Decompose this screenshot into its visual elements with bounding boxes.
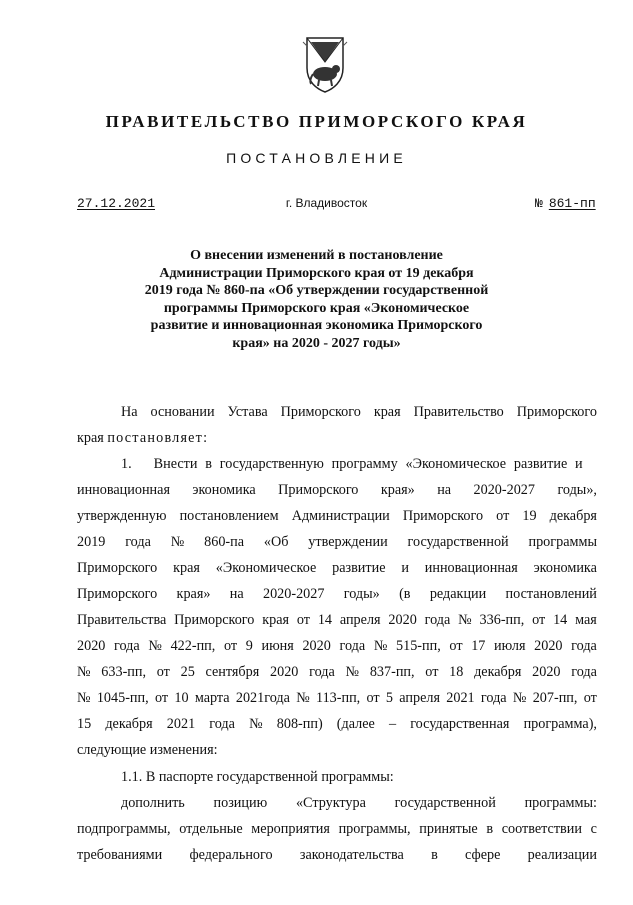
- word: и: [401, 560, 409, 576]
- word: апреля: [399, 690, 440, 706]
- word: №: [77, 664, 91, 680]
- word: «Об: [263, 534, 289, 550]
- body-line: [77, 533, 597, 551]
- word: в: [431, 847, 438, 863]
- word: федерального: [189, 847, 273, 863]
- word: –: [388, 716, 397, 732]
- word: года: [339, 638, 366, 654]
- word: отдельные: [179, 821, 243, 837]
- intro-line: [77, 429, 208, 447]
- word: экономика: [192, 482, 256, 498]
- word: 5: [385, 690, 393, 706]
- body-line: следующие изменения:: [77, 742, 218, 758]
- word: постановлений: [505, 586, 597, 602]
- word: годы»: [343, 586, 380, 602]
- word: в: [486, 821, 494, 837]
- body-line: [121, 794, 597, 812]
- word: Правительство: [413, 404, 504, 420]
- word: государственная: [410, 716, 510, 732]
- word: от: [449, 638, 463, 654]
- word: года: [571, 638, 597, 654]
- word: 336-пп,: [479, 612, 525, 628]
- word: Приморского: [77, 560, 158, 576]
- document-city: г. Владивосток: [285, 196, 368, 210]
- word: от: [496, 508, 510, 524]
- word: №: [458, 612, 472, 628]
- word: года: [480, 690, 507, 706]
- word: реализации: [527, 847, 597, 863]
- body-line: [77, 715, 597, 733]
- word: №: [373, 638, 388, 654]
- word: программа),: [523, 716, 597, 732]
- body-line: [77, 820, 597, 838]
- word: инновационная: [77, 482, 170, 498]
- word: (далее: [336, 716, 375, 732]
- word: сфере: [465, 847, 501, 863]
- word: постановлением: [179, 508, 279, 524]
- body-line: [77, 663, 597, 681]
- word: государственной: [407, 534, 509, 550]
- word: года: [209, 716, 235, 732]
- word: законодательства: [299, 847, 404, 863]
- word: края»: [176, 586, 211, 602]
- word: «Структура: [295, 795, 366, 811]
- item-1-first-line: [121, 455, 583, 473]
- intro-line: [121, 403, 597, 421]
- word: соответствии: [501, 821, 582, 837]
- subject-line: Администрации Приморского края от 19 декабря: [159, 265, 474, 281]
- word: редакции: [429, 586, 487, 602]
- word: требованиями: [77, 847, 163, 863]
- word: 2020: [270, 664, 299, 680]
- government-title: ПРАВИТЕЛЬСТВО ПРИМОРСКОГО КРАЯ: [105, 112, 528, 131]
- word: от: [366, 690, 380, 706]
- word: 2021: [446, 690, 475, 706]
- body-line: [77, 611, 597, 629]
- body-line: [77, 585, 597, 603]
- word: Приморского: [278, 482, 359, 498]
- word: 18: [449, 664, 464, 680]
- resolves-word: постановляет:: [107, 430, 209, 446]
- word: (в: [399, 586, 411, 602]
- word: года: [309, 664, 335, 680]
- word: №: [512, 690, 527, 706]
- word: 2020: [77, 638, 106, 654]
- item-1-number: 1.: [121, 456, 132, 472]
- word: 2019: [77, 534, 106, 550]
- word: годы»,: [557, 482, 597, 498]
- document-subject: [0, 247, 633, 353]
- word: марта: [194, 690, 230, 706]
- word: 2020: [534, 638, 563, 654]
- word: Правительства: [77, 612, 167, 628]
- subject-line: развитие и инновационная экономика Приморского: [150, 318, 483, 334]
- word: «Экономическое: [215, 560, 317, 576]
- word: 515-пп,: [396, 638, 441, 654]
- word: инновационная: [424, 560, 518, 576]
- document-date: 27.12.2021: [77, 196, 156, 211]
- word: №: [296, 690, 310, 706]
- word: позицию: [213, 795, 268, 811]
- word: 15: [77, 716, 92, 732]
- word: 113-пп,: [316, 690, 361, 706]
- word: 2020-2027: [262, 586, 325, 602]
- body-line: [77, 481, 597, 499]
- coat-of-arms-emblem: [297, 36, 353, 94]
- word: на: [437, 482, 452, 498]
- word: Приморского: [280, 404, 361, 420]
- word: 2021: [166, 716, 196, 732]
- word: мая: [575, 612, 597, 628]
- word: декабря: [474, 664, 522, 680]
- item-1-text: Внести в государственную программу «Экономическое развитие и: [153, 456, 583, 472]
- word: края: [262, 612, 290, 628]
- number-value: 861-пп: [548, 196, 596, 211]
- body-line: [77, 507, 597, 525]
- word: №: [345, 664, 360, 680]
- word: от: [583, 690, 597, 706]
- word: На: [121, 404, 138, 420]
- word: края»: [380, 482, 415, 498]
- word: Приморского: [402, 508, 484, 524]
- word: года: [125, 534, 151, 550]
- body-line: [77, 689, 597, 707]
- word: от: [156, 664, 170, 680]
- word: 2020: [388, 612, 417, 628]
- word: декабря: [105, 716, 153, 732]
- word: программы:: [524, 795, 597, 811]
- word: Приморского: [77, 586, 158, 602]
- document-number: [535, 196, 596, 211]
- word: от: [532, 612, 546, 628]
- word: Приморского: [174, 612, 255, 628]
- word: 25: [180, 664, 195, 680]
- word: государственной: [394, 795, 496, 811]
- word: 19: [522, 508, 537, 524]
- word: края: [173, 560, 200, 576]
- word: программы,: [338, 821, 411, 837]
- word: 207-пп,: [532, 690, 578, 706]
- subject-line: 2019 года № 860-па «Об утверждении государственной: [144, 283, 489, 299]
- subject-line: программы Приморского края «Экономическое: [163, 300, 470, 316]
- word: основании: [150, 404, 215, 420]
- document-type: ПОСТАНОВЛЕНИЕ: [226, 150, 407, 166]
- word: 422-пп,: [170, 638, 216, 654]
- word: 14: [553, 612, 568, 628]
- word: №: [249, 716, 263, 732]
- word: 2020: [532, 664, 561, 680]
- word: подпрограммы,: [77, 821, 171, 837]
- body-line: [77, 559, 597, 577]
- word: Устава: [227, 404, 268, 420]
- word: от: [296, 612, 310, 628]
- word: с: [590, 821, 597, 837]
- word: 860-па: [204, 534, 245, 550]
- word: программы: [528, 534, 597, 550]
- word: утвержденную: [77, 508, 167, 524]
- word: 808-пп): [276, 716, 323, 732]
- subitem-1-1: 1.1. В паспорте государственной программы:: [121, 769, 394, 785]
- word: сентября: [205, 664, 260, 680]
- word: 9: [245, 638, 253, 654]
- intro-text: края: [77, 430, 108, 446]
- word: утверждении: [308, 534, 388, 550]
- word: июля: [494, 638, 526, 654]
- word: 10: [174, 690, 189, 706]
- word: развитие: [332, 560, 386, 576]
- subject-line: края» на 2020 - 2027 годы»: [232, 335, 401, 351]
- body-line: [77, 846, 597, 864]
- word: июня: [261, 638, 294, 654]
- word: года: [571, 664, 597, 680]
- word: 17: [471, 638, 486, 654]
- word: декабря: [549, 508, 597, 524]
- word: от: [154, 690, 169, 706]
- word: №: [148, 638, 162, 654]
- word: принятые: [419, 821, 478, 837]
- word: апреля: [339, 612, 381, 628]
- word: 2020-2027: [473, 482, 535, 498]
- word: года: [114, 638, 140, 654]
- word: 837-пп,: [369, 664, 415, 680]
- word: экономика: [533, 560, 597, 576]
- word: от: [425, 664, 439, 680]
- word: от: [223, 638, 238, 654]
- word: Приморского: [516, 404, 597, 420]
- word: 2021года: [235, 690, 290, 706]
- word: на: [229, 586, 244, 602]
- number-sign: №: [535, 196, 543, 211]
- word: 14: [317, 612, 333, 628]
- word: года: [424, 612, 451, 628]
- body-line: [77, 637, 597, 655]
- word: 633-пп,: [101, 664, 147, 680]
- subject-line: О внесении изменений в постановление: [190, 248, 443, 263]
- word: №: [77, 690, 91, 706]
- word: №: [170, 534, 185, 550]
- word: дополнить: [121, 795, 185, 811]
- word: 1045-пп,: [96, 690, 149, 706]
- word: мероприятия: [251, 821, 330, 837]
- word: 2020: [302, 638, 331, 654]
- word: Администрации: [291, 508, 390, 524]
- word: края: [373, 404, 401, 420]
